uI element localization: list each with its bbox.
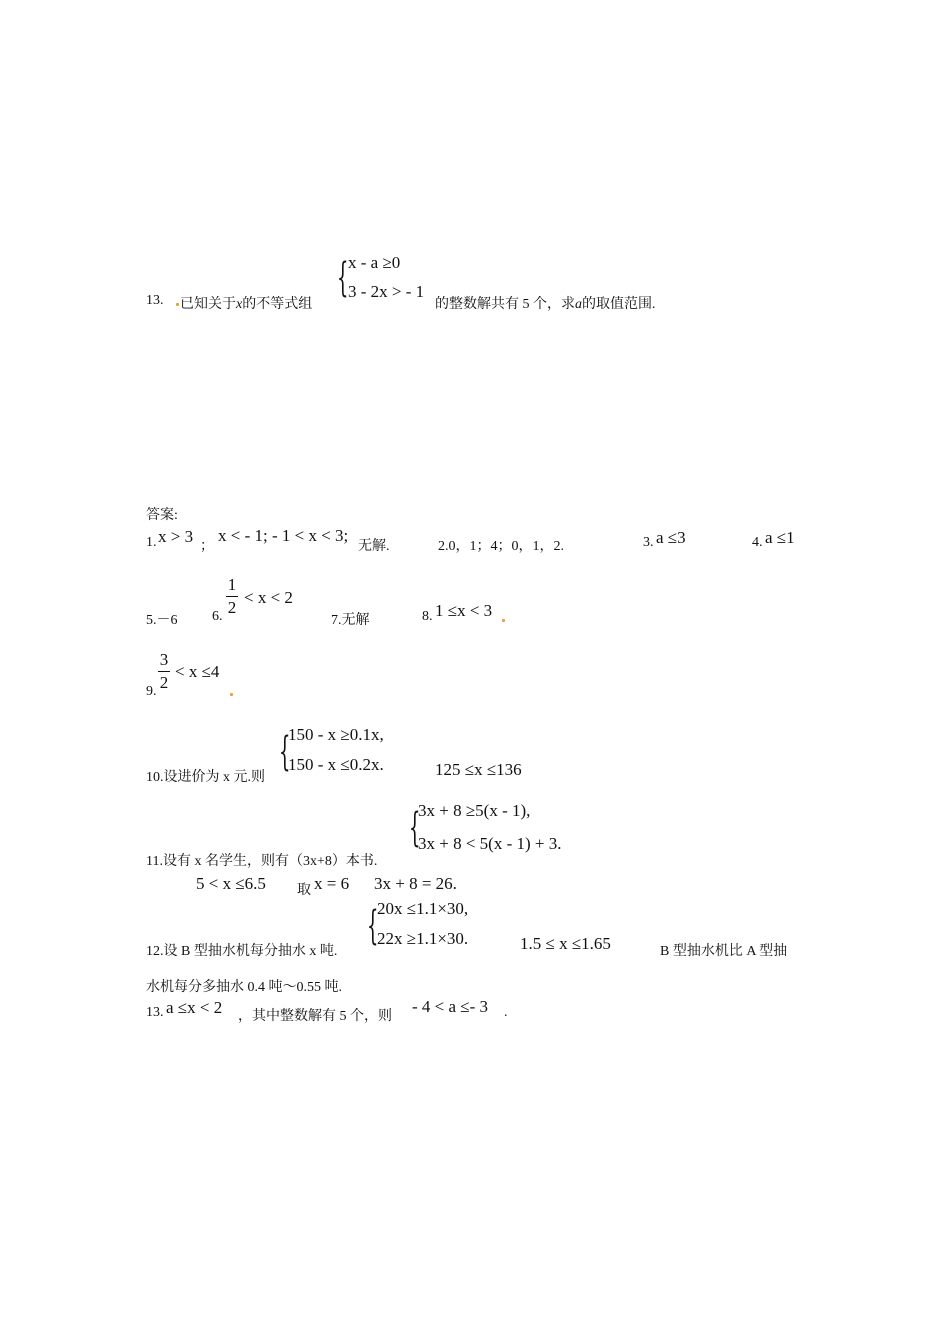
answer-11-system-line1: 3x + 8 ≥5(x - 1), <box>418 801 531 820</box>
answer-11-system-line2: 3x + 8 < 5(x - 1) + 3. <box>418 834 562 853</box>
answer-12-line2: 水机每分多抽水 0.4 吨～0.55 吨. <box>146 980 342 995</box>
q13-text-post: 的整数解共有 5 个，求a的取值范围. <box>435 297 656 312</box>
answer-1-math-b: x < - 1; - 1 < x < 3; <box>218 526 349 545</box>
answer-10-result: 125 ≤x ≤136 <box>435 760 522 779</box>
answer-12-tail: B 型抽水机比 A 型抽 <box>660 944 788 959</box>
mark-dot <box>230 693 233 696</box>
answer-3-math: a ≤3 <box>656 528 686 547</box>
mark-dot <box>502 619 505 622</box>
answer-1-math-a: x > 3 <box>158 527 194 546</box>
answer-12-system-line1: 20x ≤1.1×30, <box>377 899 469 918</box>
answer-10-system-line1: 150 - x ≥0.1x, <box>288 725 384 744</box>
q13-text-pre: 已知关于x的不等式组 <box>180 297 313 312</box>
answer-9-math: < x ≤4 <box>175 662 220 681</box>
answer-3-number: 3. <box>643 535 654 550</box>
answer-6-fraction <box>226 576 238 617</box>
answer-11-choice: x = 6 <box>314 874 350 893</box>
q13-system-line1: x - a ≥0 <box>348 253 401 272</box>
answer-8-math: 1 ≤x < 3 <box>435 601 493 620</box>
answer-13-text: ，其中整数解有 5 个，则 <box>238 1009 392 1024</box>
answer-13-number: 13. <box>146 1005 164 1020</box>
left-brace-icon: { <box>367 903 379 949</box>
answer-10-system-line2: 150 - x ≤0.2x. <box>288 755 384 774</box>
answer-7: 7.无解 <box>331 613 370 628</box>
answer-4-number: 4. <box>752 535 763 550</box>
answer-6-math: < x < 2 <box>244 588 293 607</box>
answer-13-result: - 4 < a ≤- 3 <box>412 997 489 1016</box>
answer-10-text: 10.设进价为 x 元.则 <box>146 770 265 785</box>
fraction-bar <box>158 671 170 672</box>
answer-13-math: a ≤x < 2 <box>166 998 223 1017</box>
answer-13-end: . <box>504 1005 508 1020</box>
answer-5: 5.－6 <box>146 613 178 628</box>
answer-1-text: 无解. <box>358 539 390 554</box>
answers-heading: 答案: <box>146 508 178 523</box>
answer-2: 2.0，1；4；0，1，2. <box>438 539 564 554</box>
answer-9-number: 9. <box>146 684 157 699</box>
answer-1-separator: ； <box>200 539 214 554</box>
fraction-denominator: 2 <box>227 598 237 617</box>
answer-4-math: a ≤1 <box>765 528 795 547</box>
answer-12-text: 12.设 B 型抽水机每分抽水 x 吨. <box>146 944 338 959</box>
answer-11-take: 取 <box>297 883 311 898</box>
answer-1-number: 1. <box>146 535 157 550</box>
answer-6-number: 6. <box>212 609 223 624</box>
answer-11-range: 5 < x ≤6.5 <box>196 874 266 893</box>
answer-12-system-line2: 22x ≥1.1×30. <box>377 929 469 948</box>
q13-system-line2: 3 - 2x > - 1 <box>348 282 425 301</box>
q13-number: 13. <box>146 293 164 308</box>
answer-8-number: 8. <box>422 609 433 624</box>
fraction-denominator: 2 <box>159 673 169 692</box>
answer-11-books: 3x + 8 = 26. <box>374 874 457 893</box>
left-brace-icon: { <box>409 805 421 851</box>
fraction-numerator: 1 <box>227 575 237 594</box>
mark-dot <box>176 303 179 306</box>
left-brace-icon: { <box>279 729 291 775</box>
fraction-numerator: 3 <box>159 650 169 669</box>
fraction-bar <box>226 596 238 597</box>
left-brace-icon: { <box>337 255 349 301</box>
answer-12-result: 1.5 ≤ x ≤1.65 <box>520 934 611 953</box>
answer-9-fraction <box>158 651 170 692</box>
answer-11-text: 11.设有 x 名学生，则有（3x+8）本书. <box>146 854 378 869</box>
